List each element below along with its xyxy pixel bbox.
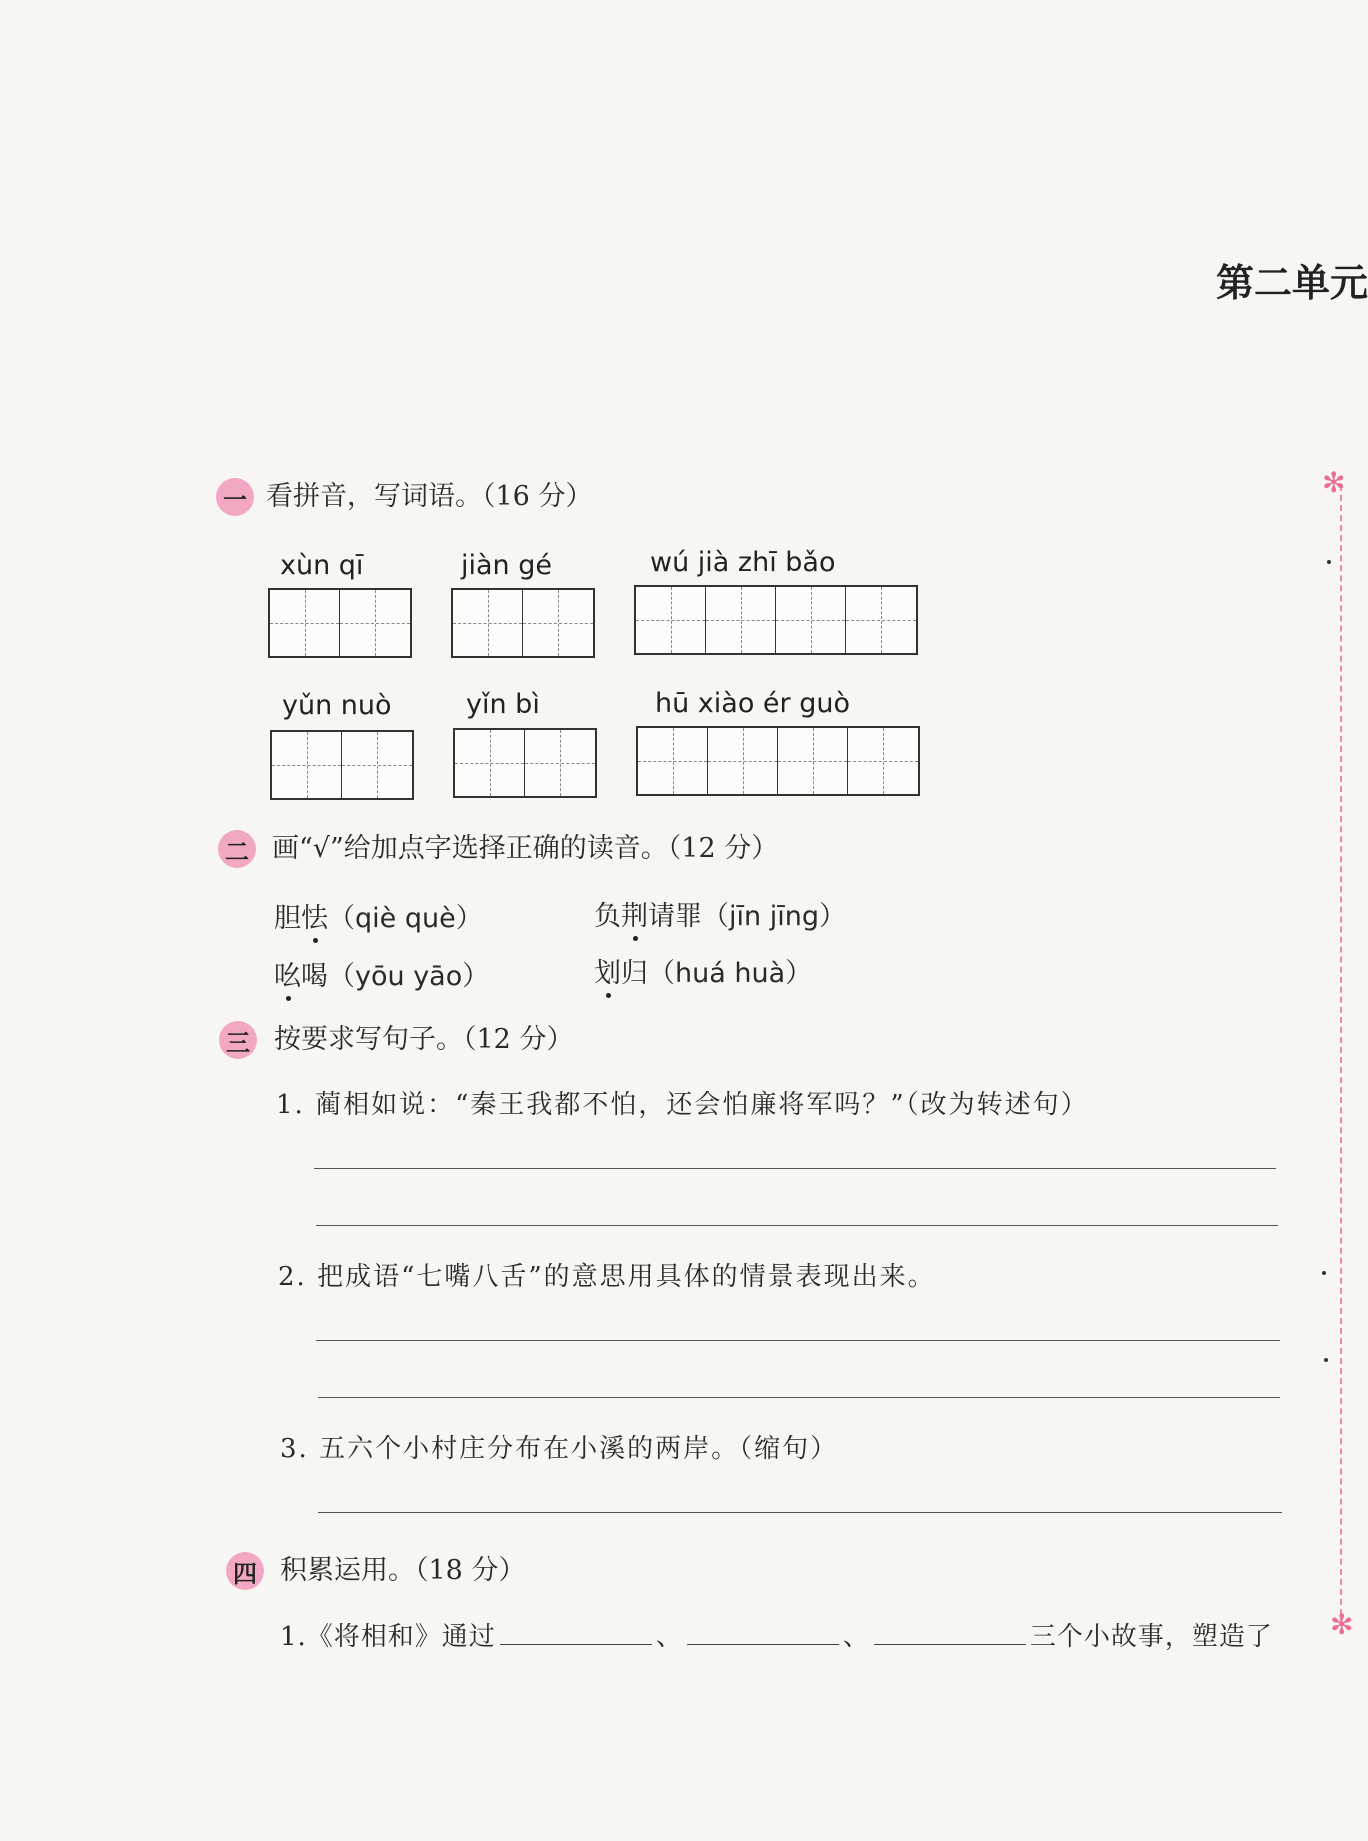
choice-item[interactable] — [274, 954, 489, 993]
writing-grid[interactable] — [453, 728, 597, 798]
choice-options[interactable]: （yōu yāo） — [328, 961, 490, 992]
grid-cell[interactable] — [708, 728, 778, 794]
section-title: 按要求写句子。（12 分） — [274, 1024, 574, 1055]
choice-item[interactable] — [274, 896, 483, 935]
blank-field[interactable] — [500, 1644, 652, 1645]
grid-cell[interactable] — [638, 728, 708, 794]
section-badge: 一 — [216, 478, 254, 516]
flower-icon: ✻ — [1330, 1608, 1354, 1641]
answer-line[interactable] — [318, 1397, 1280, 1398]
grid-cell[interactable] — [525, 730, 595, 796]
grid-cell[interactable] — [523, 590, 593, 656]
question-text: 3. 五六个小村庄分布在小溪的两岸。（缩句） — [280, 1434, 839, 1464]
blank-field[interactable] — [874, 1644, 1026, 1645]
separator: 、 — [842, 1622, 870, 1652]
question-text: 1.《将相和》通过 — [280, 1622, 496, 1652]
choice-text: 归 — [621, 958, 648, 989]
pinyin-label: yǔn nuò — [282, 690, 392, 721]
writing-grid[interactable] — [270, 730, 414, 800]
question-fill-blank — [280, 1616, 1273, 1653]
choice-options[interactable]: （jīn jīng） — [702, 901, 846, 932]
dotted-char: 吆 — [274, 954, 301, 993]
grid-cell[interactable] — [776, 587, 846, 653]
answer-line[interactable] — [314, 1168, 1276, 1169]
decor-dot — [1322, 1271, 1326, 1275]
dotted-char: 划 — [594, 951, 621, 990]
blank-field[interactable] — [687, 1644, 839, 1645]
grid-cell[interactable] — [846, 587, 916, 653]
side-dashed-line — [1340, 485, 1342, 1625]
grid-cell[interactable] — [706, 587, 776, 653]
grid-cell[interactable] — [848, 728, 918, 794]
question-text: 三个小故事，塑造了 — [1029, 1622, 1273, 1652]
separator: 、 — [655, 1622, 683, 1652]
choice-item[interactable] — [594, 951, 812, 990]
writing-grid[interactable] — [268, 588, 412, 658]
grid-cell[interactable] — [272, 732, 342, 798]
answer-line[interactable] — [316, 1225, 1278, 1226]
choice-text: 负 — [594, 901, 621, 932]
grid-cell[interactable] — [455, 730, 525, 796]
section-badge: 二 — [218, 830, 256, 868]
choice-text: 请罪 — [648, 901, 702, 932]
grid-cell[interactable] — [340, 590, 410, 656]
dotted-char: 怯 — [301, 896, 328, 935]
section-badge: 四 — [226, 1552, 264, 1590]
pinyin-label: xùn qī — [280, 550, 364, 581]
flower-icon: ✻ — [1322, 466, 1346, 499]
unit-title: 第二单元 — [1216, 261, 1368, 305]
pinyin-label: jiàn gé — [461, 550, 552, 581]
grid-cell[interactable] — [778, 728, 848, 794]
pinyin-label: wú jià zhī bǎo — [650, 547, 836, 578]
section-title: 积累运用。（18 分） — [280, 1555, 526, 1586]
section-title: 画“√”给加点字选择正确的读音。（12 分） — [272, 833, 779, 864]
grid-cell[interactable] — [453, 590, 523, 656]
choice-text: 胆 — [274, 903, 301, 934]
dotted-char: 荆 — [621, 894, 648, 933]
choice-options[interactable]: （qiè què） — [328, 903, 483, 934]
writing-grid[interactable] — [451, 588, 595, 658]
grid-cell[interactable] — [270, 590, 340, 656]
decor-dot — [1327, 560, 1331, 564]
writing-grid[interactable] — [634, 585, 918, 655]
answer-line[interactable] — [318, 1512, 1282, 1513]
question-text: 2. 把成语“七嘴八舌”的意思用具体的情景表现出来。 — [278, 1262, 936, 1292]
choice-item[interactable] — [594, 894, 846, 933]
choice-text: 喝 — [301, 961, 328, 992]
pinyin-label: yǐn bì — [466, 689, 540, 720]
decor-dot — [1324, 1358, 1328, 1362]
grid-cell[interactable] — [636, 587, 706, 653]
question-text: 1. 蔺相如说：“秦王我都不怕，还会怕廉将军吗？”（改为转述句） — [276, 1090, 1089, 1120]
answer-line[interactable] — [316, 1340, 1280, 1341]
choice-options[interactable]: （huá huà） — [648, 958, 813, 989]
pinyin-label: hū xiào ér guò — [655, 688, 850, 719]
writing-grid[interactable] — [636, 726, 920, 796]
section-title: 看拼音，写词语。（16 分） — [266, 481, 593, 512]
section-badge: 三 — [219, 1021, 257, 1059]
grid-cell[interactable] — [342, 732, 412, 798]
